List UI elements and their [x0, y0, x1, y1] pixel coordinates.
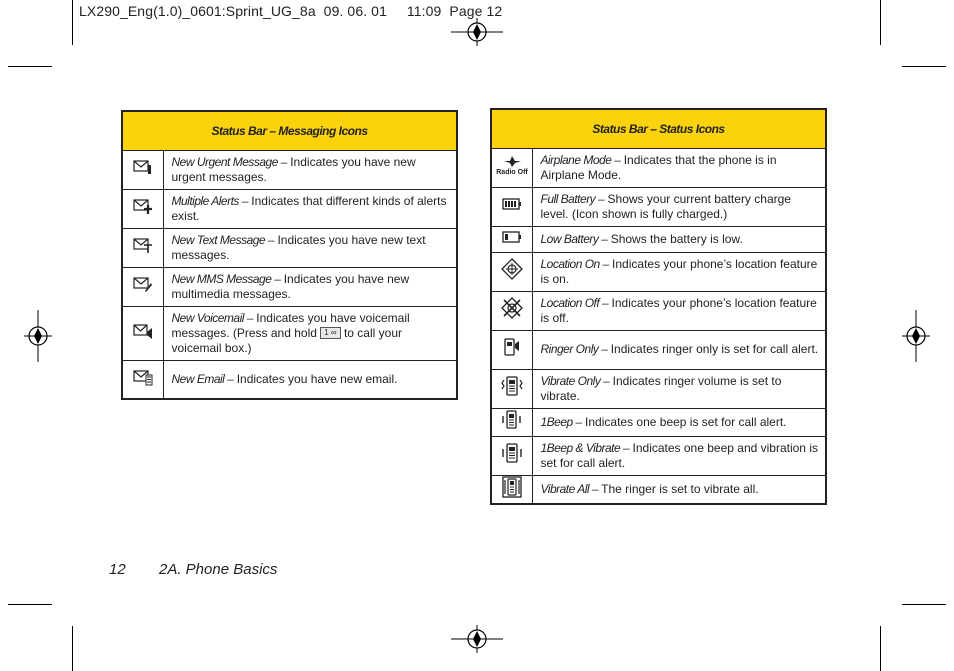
urgent-message-icon [122, 150, 163, 189]
crop-mark-bottom-right-h [902, 604, 946, 605]
full-battery-icon [491, 187, 532, 226]
table-row: Low Battery – Shows the battery is low. [491, 226, 826, 252]
registration-mark-left-icon [24, 310, 52, 362]
section-title: 2A. Phone Basics [159, 561, 278, 578]
ringer-only-icon [491, 330, 532, 369]
table-row: New Urgent Message – Indicates you have new urgent messages. [122, 150, 457, 189]
slug-line: LX290_Eng(1.0)_0601:Sprint_UG_8a 09. 06. 01 11:09 Page 12 [79, 3, 503, 19]
table-row: Full Battery – Shows your current battery charge level. (Icon shown is fully charged.) [491, 187, 826, 226]
table-row: Ringer Only – Indicates ringer only is set for call alert. [491, 330, 826, 369]
table-row: New Text Message – Indicates you have new text messages. [122, 228, 457, 267]
status-table-title: Status Bar – Status Icons [491, 109, 826, 148]
airplane-mode-icon [491, 148, 532, 187]
messaging-table-title: Status Bar – Messaging Icons [122, 111, 457, 150]
registration-mark-bottom-icon [451, 625, 503, 653]
messaging-icons-table [121, 110, 458, 400]
table-row: 1Beep & Vibrate – Indicates one beep and vibration is set for call alert. [491, 436, 826, 475]
table-row: Vibrate Only – Indicates ringer volume is set to vibrate. [491, 369, 826, 408]
vibrate-all-icon [491, 475, 532, 504]
crop-mark-top-right-v [880, 0, 881, 45]
beep-vibrate-icon [491, 436, 532, 475]
table-row: Location On – Indicates your phone’s location feature is on. [491, 252, 826, 291]
crop-mark-top-right-h [902, 66, 946, 67]
page-number: 12 [109, 561, 126, 578]
crop-mark-top-left-v [72, 0, 73, 45]
crop-mark-bottom-right-v [880, 626, 881, 671]
vibrate-only-icon [491, 369, 532, 408]
low-battery-icon [491, 226, 532, 252]
table-row: New Voicemail – Indicates you have voicemail messages. (Press and hold 1 ∞ to call your voicemail box.) [122, 306, 457, 360]
registration-mark-right-icon [902, 310, 930, 362]
key-1-icon: 1 ∞ [320, 327, 340, 339]
location-off-icon [491, 291, 532, 330]
svg-text:Radio Off: Radio Off [496, 169, 528, 175]
table-row: Radio Off Airplane Mode – Indicates that the phone is in Airplane Mode. [491, 148, 826, 187]
voicemail-icon [122, 306, 163, 360]
crop-mark-bottom-left-v [72, 626, 73, 671]
crop-mark-bottom-left-h [8, 604, 52, 605]
table-row: Multiple Alerts – Indicates that different kinds of alerts exist. [122, 189, 457, 228]
one-beep-icon [491, 408, 532, 436]
table-row: 1Beep – Indicates one beep is set for call alert. [491, 408, 826, 436]
crop-mark-top-left-h [8, 66, 52, 67]
registration-mark-top-icon [451, 18, 503, 46]
table-row: New Email – Indicates you have new email. [122, 360, 457, 399]
text-message-icon [122, 228, 163, 267]
table-row: New MMS Message – Indicates you have new multimedia messages. [122, 267, 457, 306]
table-row: Vibrate All – The ringer is set to vibrate all. [491, 475, 826, 504]
table-row: Location Off – Indicates your phone’s location feature is off. [491, 291, 826, 330]
status-icons-table [490, 108, 827, 505]
email-icon [122, 360, 163, 399]
multiple-alerts-icon [122, 189, 163, 228]
location-on-icon [491, 252, 532, 291]
mms-message-icon [122, 267, 163, 306]
